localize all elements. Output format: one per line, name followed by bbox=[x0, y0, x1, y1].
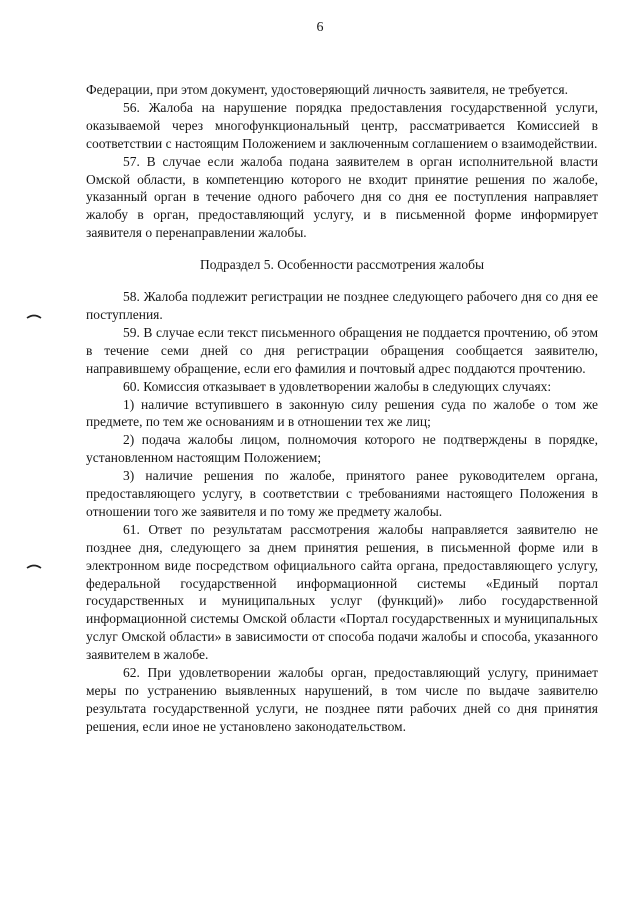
document-body bbox=[86, 81, 598, 736]
paragraph-60-item-2: 2) подача жалобы лицом, полномочия которого не подтверждены в порядке, установленном настоящим Положением; bbox=[86, 432, 598, 466]
continuation-paragraph: Федерации, при этом документ, удостоверяющий личность заявителя, не требуется. bbox=[86, 82, 568, 97]
paragraph-58: 58. Жалоба подлежит регистрации не позднее следующего рабочего дня со дня ее поступления. bbox=[86, 289, 598, 322]
binder-hole-mark-icon bbox=[26, 313, 42, 319]
paragraph-56: 56. Жалоба на нарушение порядка предоставления государственной услуги, оказываемой через многофункциональный центр, рассматривается Комиссией в соответствии с настоящим Положением и заключенным соглашением о взаимодействии. bbox=[86, 99, 598, 151]
page-number: 6 bbox=[316, 20, 324, 35]
paragraph-57: 57. В случае если жалоба подана заявителем в орган исполнительной власти Омской области, в компетенцию которого не входит принятие решения по жалобе, указанный орган в течение одного рабочего дня со дня ее поступления направляет жалобу в орган, предоставляющий услугу, и в письменной форме информирует заявителя о перенаправлении жалобы. bbox=[86, 153, 598, 241]
paragraph-60: 60. Комиссия отказывает в удовлетворении жалобы в следующих случаях: bbox=[123, 378, 552, 394]
paragraph-62: 62. При удовлетворении жалобы орган, предоставляющий услугу, принимает меры по устранению выявленных нарушений, в том числе по выдаче заявителю результата государственной услуги, не позднее пяти рабочих дней со дня принятия решения, если иное не установлено законодательством. bbox=[86, 665, 598, 734]
paragraph-60-item-1: 1) наличие вступившего в законную силу решения суда по жалобе о том же предмете, по тем же основаниям и в отношении тех же лиц; bbox=[86, 396, 598, 430]
subsection-heading: Подраздел 5. Особенности рассмотрения жалобы bbox=[199, 257, 485, 273]
paragraph-59: 59. В случае если текст письменного обращения не поддается прочтению, об этом в течение семи дней со дня регистрации обращения сообщается заявителю, направившему обращение, если его фамилия и почтовый адрес поддаются прочтению. bbox=[86, 324, 598, 376]
paragraph-60-item-3: 3) наличие решения по жалобе, принятого ранее руководителем органа, предоставляющего услугу, в соответствии с требованиями настоящего Положения в отношении того же заявителя и по тому же предмету жалобы. bbox=[86, 468, 598, 519]
binder-hole-mark-icon bbox=[26, 563, 42, 569]
paragraph-61: 61. Ответ по результатам рассмотрения жалобы направляется заявителю не позднее дня, следующего за днем принятия решения, в письменной форме или в электронном виде посредством официального сайта органа, предоставляющего услугу, федеральной государственной информационной системы «Единый портал государственных и муниципальных услуг (функций)» либо государственной информационной системы Омской области «Портал государственных и муниципальных услуг Омской области» в зависимости от способа подачи жалобы и способа, указанного заявителем в жалобе. bbox=[86, 521, 598, 663]
